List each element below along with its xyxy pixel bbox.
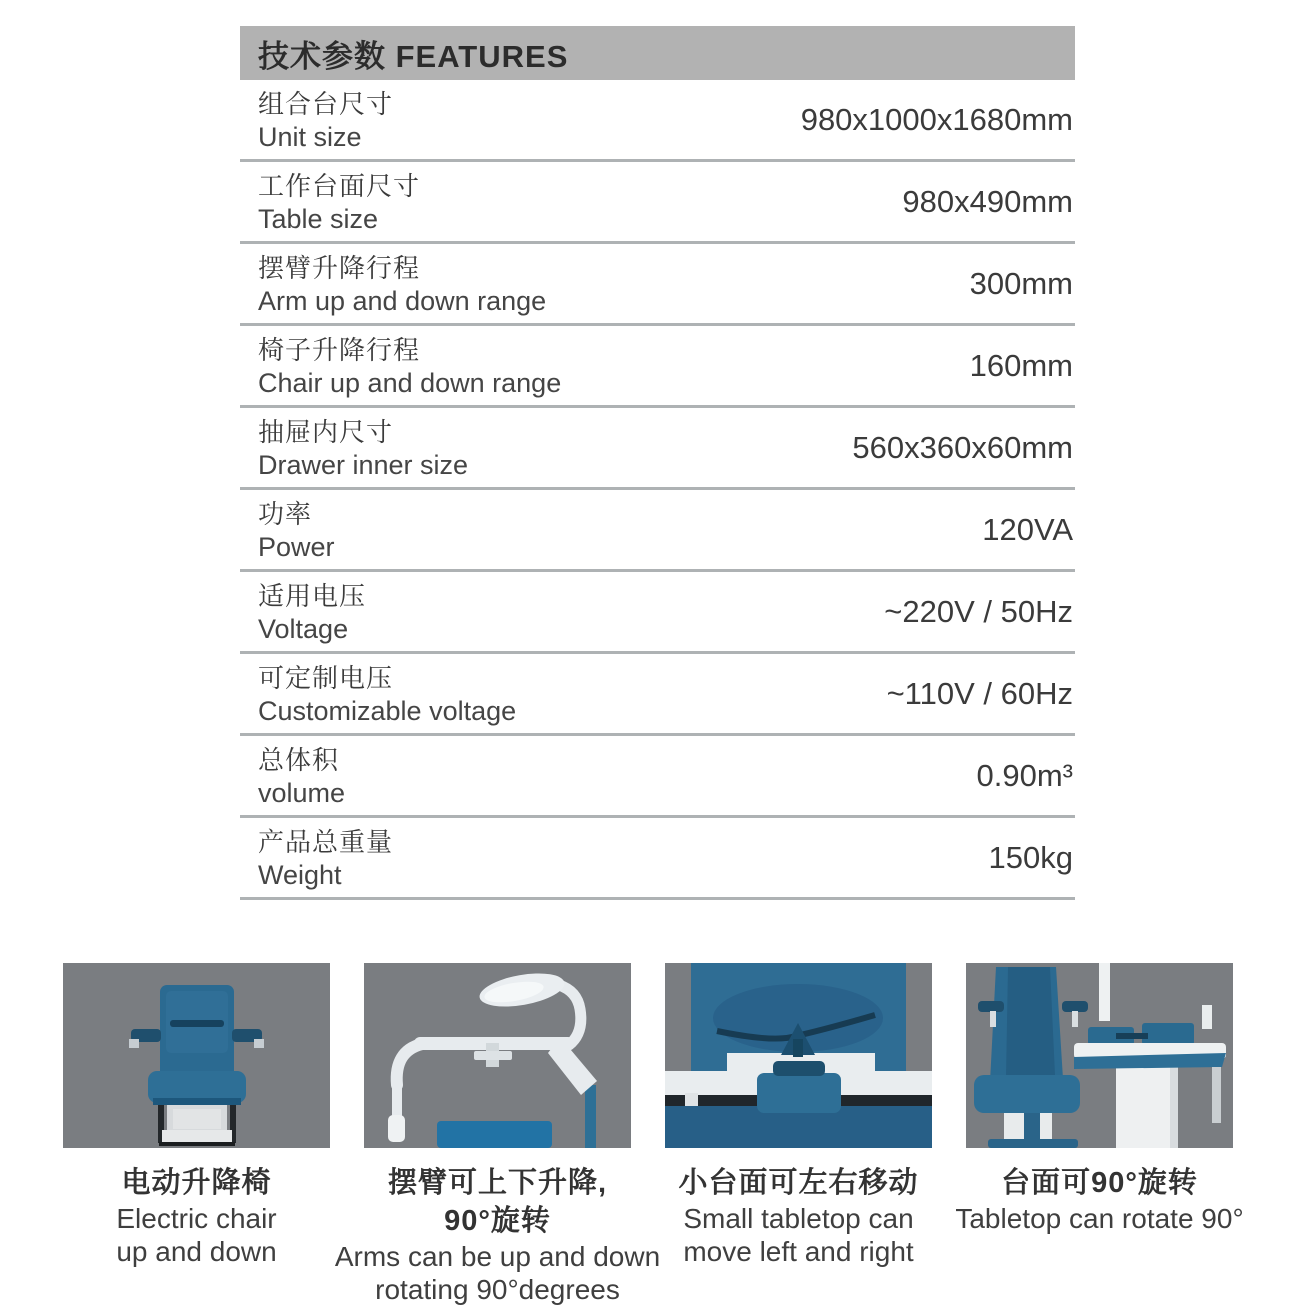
spec-value: 980x490mm: [902, 183, 1073, 219]
spec-label-cn: 抽屉内尺寸: [258, 416, 394, 447]
spec-label-cn: 可定制电压: [258, 662, 394, 693]
caption-en: move left and right: [683, 1236, 914, 1267]
spec-label-en: Arm up and down range: [258, 285, 547, 316]
spec-label-cn: 工作台面尺寸: [258, 170, 421, 201]
gallery-item: [665, 963, 932, 1306]
spec-value: 120VA: [982, 511, 1073, 547]
spec-label-cn: 椅子升降行程: [258, 334, 421, 365]
spec-value: 560x360x60mm: [852, 429, 1073, 465]
spec-label-en: Customizable voltage: [258, 695, 517, 726]
spec-value: 980x1000x1680mm: [800, 101, 1073, 137]
table-row: [240, 654, 1075, 736]
gallery-caption: [678, 1164, 918, 1268]
spec-label-cn: 总体积: [258, 744, 340, 775]
electric-chair-photo: [63, 963, 330, 1148]
spec-label-en: Voltage: [258, 613, 349, 644]
caption-cn: 90°旋转: [444, 1205, 551, 1237]
spec-label-cn: 功率: [258, 498, 313, 529]
caption-en: rotating 90°degrees: [375, 1274, 620, 1305]
gallery-item: [955, 963, 1244, 1306]
spec-table: [240, 80, 1075, 900]
spec-label-en: Table size: [258, 203, 379, 234]
caption-cn: 电动升降椅: [121, 1167, 272, 1199]
spec-value: 300mm: [969, 265, 1073, 301]
spec-label-en: Weight: [258, 859, 342, 890]
table-row: [240, 572, 1075, 654]
caption-en: Tabletop can rotate 90°: [955, 1203, 1244, 1234]
spec-value: ~220V / 50Hz: [884, 593, 1073, 629]
caption-cn: 台面可90°旋转: [1001, 1167, 1198, 1199]
spec-label-en: Power: [258, 531, 335, 562]
spec-label-en: Unit size: [258, 121, 362, 152]
table-row: [240, 736, 1075, 818]
caption-en: Electric chair: [116, 1203, 277, 1234]
spec-value: ~110V / 60Hz: [886, 675, 1073, 711]
features-title: 技术参数 FEATURES: [258, 38, 569, 74]
spec-value: 160mm: [969, 347, 1073, 383]
spec-value: 0.90m³: [976, 757, 1073, 793]
caption-cn: 小台面可左右移动: [678, 1167, 919, 1199]
table-row: [240, 818, 1075, 900]
feature-gallery: [63, 963, 1244, 1306]
spec-label-cn: 适用电压: [258, 580, 367, 611]
table-row: [240, 490, 1075, 572]
caption-cn: 摆臂可上下升降,: [387, 1167, 608, 1199]
spec-label-en: Chair up and down range: [258, 367, 562, 398]
caption-en: Small tabletop can: [683, 1203, 914, 1234]
chair-and-table-photo: [966, 963, 1233, 1148]
spec-label-cn: 组合台尺寸: [258, 88, 394, 119]
gallery-caption: [335, 1164, 660, 1306]
spec-value: 150kg: [988, 839, 1073, 875]
swing-arm-lamp-photo: [364, 963, 631, 1148]
gallery-caption: [116, 1164, 276, 1268]
small-tabletop-photo: [665, 963, 932, 1148]
caption-en: up and down: [116, 1236, 277, 1267]
gallery-item: [63, 963, 330, 1306]
table-row: [240, 162, 1075, 244]
features-header-bar: [240, 26, 1075, 80]
spec-label-en: volume: [258, 777, 346, 808]
table-row: [240, 80, 1075, 162]
table-row: [240, 326, 1075, 408]
caption-en: Arms can be up and down: [334, 1241, 661, 1272]
table-row: [240, 244, 1075, 326]
gallery-item: [334, 963, 661, 1306]
spec-label-cn: 摆臂升降行程: [258, 252, 421, 283]
spec-label-cn: 产品总重量: [258, 826, 394, 857]
spec-sheet: [240, 26, 1075, 900]
table-row: [240, 408, 1075, 490]
gallery-caption: [955, 1164, 1243, 1235]
spec-label-en: Drawer inner size: [258, 449, 469, 480]
